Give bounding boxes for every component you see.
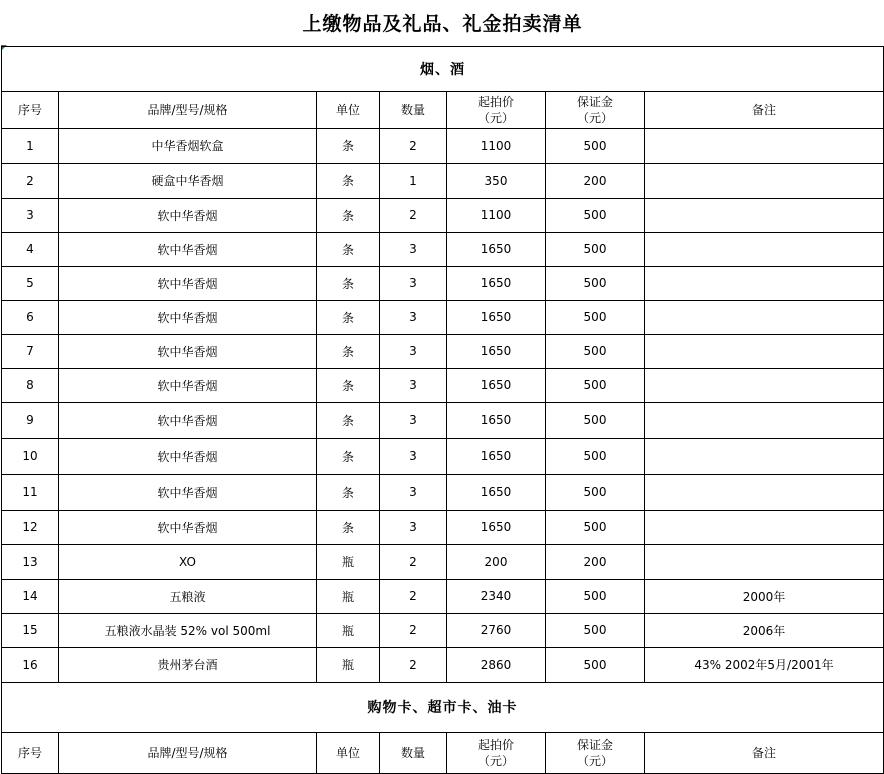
header-start-price-line2: （元） <box>477 110 514 125</box>
row-start-price: 2760 <box>447 613 546 647</box>
section-title-tobacco-liquor: 烟、酒 <box>2 46 884 91</box>
row-deposit: 500 <box>546 198 645 232</box>
row-unit: 条 <box>317 163 380 198</box>
row-deposit: 500 <box>546 647 645 682</box>
header-row <box>2 91 884 128</box>
table-row <box>2 266 884 300</box>
table-row <box>2 300 884 334</box>
row-deposit: 500 <box>546 232 645 266</box>
row-deposit: 200 <box>546 163 645 198</box>
row-deposit: 500 <box>546 300 645 334</box>
row-start-price: 1650 <box>447 232 546 266</box>
header-remark: 备注 <box>645 732 884 773</box>
row-qty: 2 <box>380 613 447 647</box>
table-row <box>2 474 884 510</box>
header-unit: 单位 <box>317 91 380 128</box>
row-qty: 3 <box>380 334 447 368</box>
row-start-price: 1650 <box>447 300 546 334</box>
table-row <box>2 163 884 198</box>
row-brand: XO <box>59 544 317 579</box>
table-row <box>2 544 884 579</box>
row-unit: 条 <box>317 300 380 334</box>
row-qty: 3 <box>380 474 447 510</box>
row-start-price: 1650 <box>447 334 546 368</box>
row-deposit: 500 <box>546 579 645 613</box>
table-row <box>2 613 884 647</box>
header-no: 序号 <box>2 732 59 773</box>
row-remark <box>645 368 884 402</box>
row-qty: 3 <box>380 232 447 266</box>
row-unit: 条 <box>317 368 380 402</box>
row-remark <box>645 438 884 474</box>
row-remark <box>645 266 884 300</box>
row-brand: 软中华香烟 <box>59 232 317 266</box>
header-no: 序号 <box>2 91 59 128</box>
row-brand: 软中华香烟 <box>59 266 317 300</box>
row-unit: 条 <box>317 334 380 368</box>
row-no: 5 <box>2 266 59 300</box>
row-no: 1 <box>2 128 59 163</box>
header-start-price-line1: 起拍价 <box>477 737 514 752</box>
header-remark: 备注 <box>645 91 884 128</box>
row-no: 9 <box>2 402 59 438</box>
row-deposit: 500 <box>546 368 645 402</box>
row-no: 16 <box>2 647 59 682</box>
header-start-price <box>447 732 546 773</box>
row-no: 11 <box>2 474 59 510</box>
row-start-price: 1650 <box>447 368 546 402</box>
header-deposit-line1: 保证金 <box>576 737 613 752</box>
sheet-title: 上缴物品及礼品、礼金拍卖清单 <box>302 13 583 36</box>
row-unit: 条 <box>317 438 380 474</box>
row-qty: 3 <box>380 266 447 300</box>
row-unit: 瓶 <box>317 544 380 579</box>
header-brand: 品牌/型号/规格 <box>59 732 317 773</box>
row-qty: 3 <box>380 510 447 544</box>
row-unit: 条 <box>317 510 380 544</box>
row-brand: 软中华香烟 <box>59 334 317 368</box>
row-qty: 3 <box>380 368 447 402</box>
row-qty: 2 <box>380 198 447 232</box>
row-brand: 软中华香烟 <box>59 300 317 334</box>
row-remark <box>645 510 884 544</box>
row-unit: 条 <box>317 474 380 510</box>
row-remark: 2000年 <box>645 579 884 613</box>
header-start-price-line1: 起拍价 <box>477 94 514 109</box>
header-deposit-line2: （元） <box>576 753 613 768</box>
row-deposit: 500 <box>546 613 645 647</box>
row-brand: 软中华香烟 <box>59 510 317 544</box>
row-qty: 2 <box>380 128 447 163</box>
auction-list-table <box>1 0 884 774</box>
row-unit: 条 <box>317 402 380 438</box>
row-remark <box>645 334 884 368</box>
row-unit: 瓶 <box>317 579 380 613</box>
row-no: 12 <box>2 510 59 544</box>
row-no: 3 <box>2 198 59 232</box>
row-remark: 43% 2002年5月/2001年 <box>645 647 884 682</box>
row-deposit: 200 <box>546 544 645 579</box>
row-start-price: 1650 <box>447 510 546 544</box>
table-row <box>2 368 884 402</box>
row-unit: 条 <box>317 232 380 266</box>
table-row <box>2 334 884 368</box>
table-row <box>2 232 884 266</box>
row-start-price: 1650 <box>447 266 546 300</box>
row-no: 2 <box>2 163 59 198</box>
section-title-cards: 购物卡、超市卡、油卡 <box>2 682 884 732</box>
row-start-price: 1650 <box>447 438 546 474</box>
row-no: 15 <box>2 613 59 647</box>
table-row <box>2 402 884 438</box>
row-qty: 3 <box>380 402 447 438</box>
table-row <box>2 647 884 682</box>
row-remark <box>645 474 884 510</box>
header-deposit <box>546 91 645 128</box>
table-row <box>2 128 884 163</box>
row-deposit: 500 <box>546 402 645 438</box>
row-start-price: 2860 <box>447 647 546 682</box>
header-unit: 单位 <box>317 732 380 773</box>
row-remark <box>645 198 884 232</box>
row-remark <box>645 402 884 438</box>
row-remark <box>645 128 884 163</box>
row-remark <box>645 300 884 334</box>
row-start-price: 1650 <box>447 474 546 510</box>
row-no: 14 <box>2 579 59 613</box>
row-no: 8 <box>2 368 59 402</box>
header-deposit-line1: 保证金 <box>576 94 613 109</box>
row-brand: 中华香烟软盒 <box>59 128 317 163</box>
row-brand: 软中华香烟 <box>59 438 317 474</box>
row-unit: 条 <box>317 198 380 232</box>
header-deposit-line2: （元） <box>576 110 613 125</box>
row-deposit: 500 <box>546 128 645 163</box>
row-brand: 软中华香烟 <box>59 368 317 402</box>
header-row-2 <box>2 732 884 773</box>
row-brand: 软中华香烟 <box>59 198 317 232</box>
row-no: 6 <box>2 300 59 334</box>
table-row <box>2 438 884 474</box>
row-qty: 2 <box>380 647 447 682</box>
header-deposit <box>546 732 645 773</box>
row-brand: 贵州茅台酒 <box>59 647 317 682</box>
row-brand: 五粮液 <box>59 579 317 613</box>
row-start-price: 2340 <box>447 579 546 613</box>
table-row <box>2 198 884 232</box>
row-unit: 瓶 <box>317 647 380 682</box>
row-qty: 2 <box>380 544 447 579</box>
row-remark <box>645 232 884 266</box>
row-start-price: 350 <box>447 163 546 198</box>
row-unit: 瓶 <box>317 613 380 647</box>
row-unit: 条 <box>317 266 380 300</box>
row-start-price: 200 <box>447 544 546 579</box>
row-no: 10 <box>2 438 59 474</box>
row-deposit: 500 <box>546 510 645 544</box>
header-brand: 品牌/型号/规格 <box>59 91 317 128</box>
table-row <box>2 510 884 544</box>
row-no: 7 <box>2 334 59 368</box>
row-brand: 五粮液水晶装 52% vol 500ml <box>59 613 317 647</box>
row-qty: 3 <box>380 300 447 334</box>
row-qty: 3 <box>380 438 447 474</box>
row-brand: 软中华香烟 <box>59 402 317 438</box>
row-remark <box>645 163 884 198</box>
header-start-price <box>447 91 546 128</box>
header-qty: 数量 <box>380 91 447 128</box>
header-start-price-line2: （元） <box>477 753 514 768</box>
row-deposit: 500 <box>546 438 645 474</box>
row-qty: 1 <box>380 163 447 198</box>
row-start-price: 1100 <box>447 198 546 232</box>
row-no: 13 <box>2 544 59 579</box>
row-brand: 硬盒中华香烟 <box>59 163 317 198</box>
table-row <box>2 579 884 613</box>
row-remark: 2006年 <box>645 613 884 647</box>
row-deposit: 500 <box>546 334 645 368</box>
row-qty: 2 <box>380 579 447 613</box>
row-start-price: 1100 <box>447 128 546 163</box>
row-unit: 条 <box>317 128 380 163</box>
header-qty: 数量 <box>380 732 447 773</box>
row-deposit: 500 <box>546 474 645 510</box>
row-start-price: 1650 <box>447 402 546 438</box>
row-remark <box>645 544 884 579</box>
row-no: 4 <box>2 232 59 266</box>
row-deposit: 500 <box>546 266 645 300</box>
row-brand: 软中华香烟 <box>59 474 317 510</box>
